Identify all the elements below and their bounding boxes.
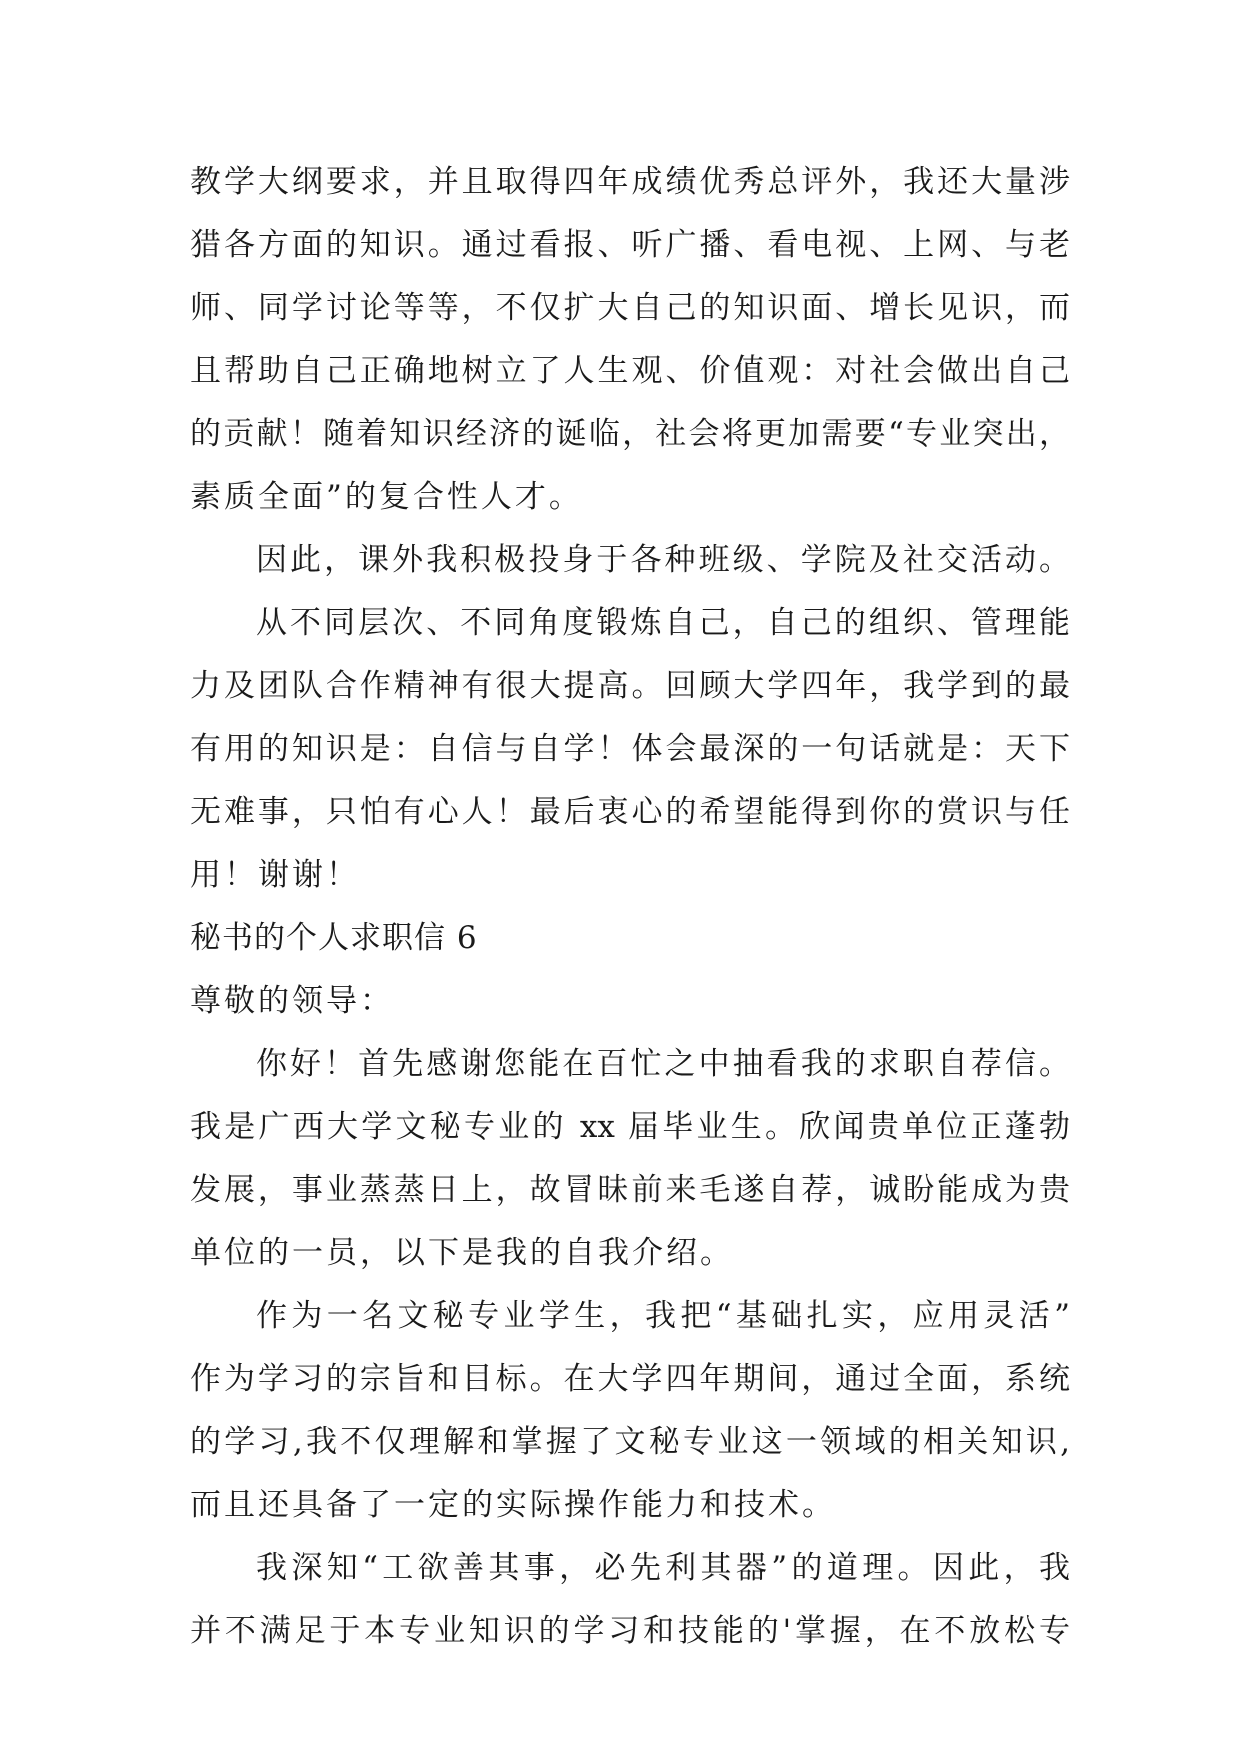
text-line: 而且还具备了一定的实际操作能力和技术。 [190, 1487, 836, 1523]
paragraph-first-line: 我深知“工欲善其事，必先利其器”的道理。因此，我 [256, 1550, 1070, 1586]
text-line: 猎各方面的知识。通过看报、听广播、看电视、上网、与老 [190, 227, 1070, 263]
text-line: 并不满足于本专业知识的学习和技能的'掌握，在不放松专 [190, 1613, 1070, 1649]
paragraph-first-line: 因此，课外我积极投身于各种班级、学院及社交活动。 [256, 542, 1070, 578]
text-line: 师、同学讨论等等，不仅扩大自己的知识面、增长见识，而 [190, 290, 1070, 326]
text-line: 我是广西大学文秘专业的 xx 届毕业生。欣闻贵单位正蓬勃 [190, 1109, 1070, 1145]
text-line: 素质全面”的复合性人才。 [190, 479, 583, 515]
text-line: 力及团队合作精神有很大提高。回顾大学四年，我学到的最 [190, 668, 1070, 704]
paragraph-first-line: 你好！首先感谢您能在百忙之中抽看我的求职自荐信。 [256, 1046, 1070, 1082]
text-line: 的学习,我不仅理解和掌握了文秘专业这一领域的相关知识, [190, 1424, 1070, 1460]
text-line: 有用的知识是：自信与自学！体会最深的一句话就是：天下 [190, 731, 1070, 767]
text-line: 用！谢谢！ [190, 857, 360, 893]
salutation: 尊敬的领导： [190, 983, 394, 1019]
text-line: 的贡献！随着知识经济的诞临，社会将更加需要“专业突出， [190, 416, 1070, 452]
paragraph-first-line: 作为一名文秘专业学生，我把“基础扎实，应用灵活” [256, 1298, 1070, 1334]
text-line: 作为学习的宗旨和目标。在大学四年期间，通过全面，系统 [190, 1361, 1070, 1397]
text-line: 无难事，只怕有心人！最后衷心的希望能得到你的赏识与任 [190, 794, 1070, 830]
text-line: 发展，事业蒸蒸日上，故冒昧前来毛遂自荐，诚盼能成为贵 [190, 1172, 1070, 1208]
text-line: 教学大纲要求，并且取得四年成绩优秀总评外，我还大量涉 [190, 164, 1070, 200]
text-line: 且帮助自己正确地树立了人生观、价值观：对社会做出自己 [190, 353, 1070, 389]
paragraph-first-line: 从不同层次、不同角度锻炼自己，自己的组织、管理能 [256, 605, 1070, 641]
text-line: 单位的一员，以下是我的自我介绍。 [190, 1235, 734, 1271]
section-title: 秘书的个人求职信 6 [190, 920, 478, 956]
